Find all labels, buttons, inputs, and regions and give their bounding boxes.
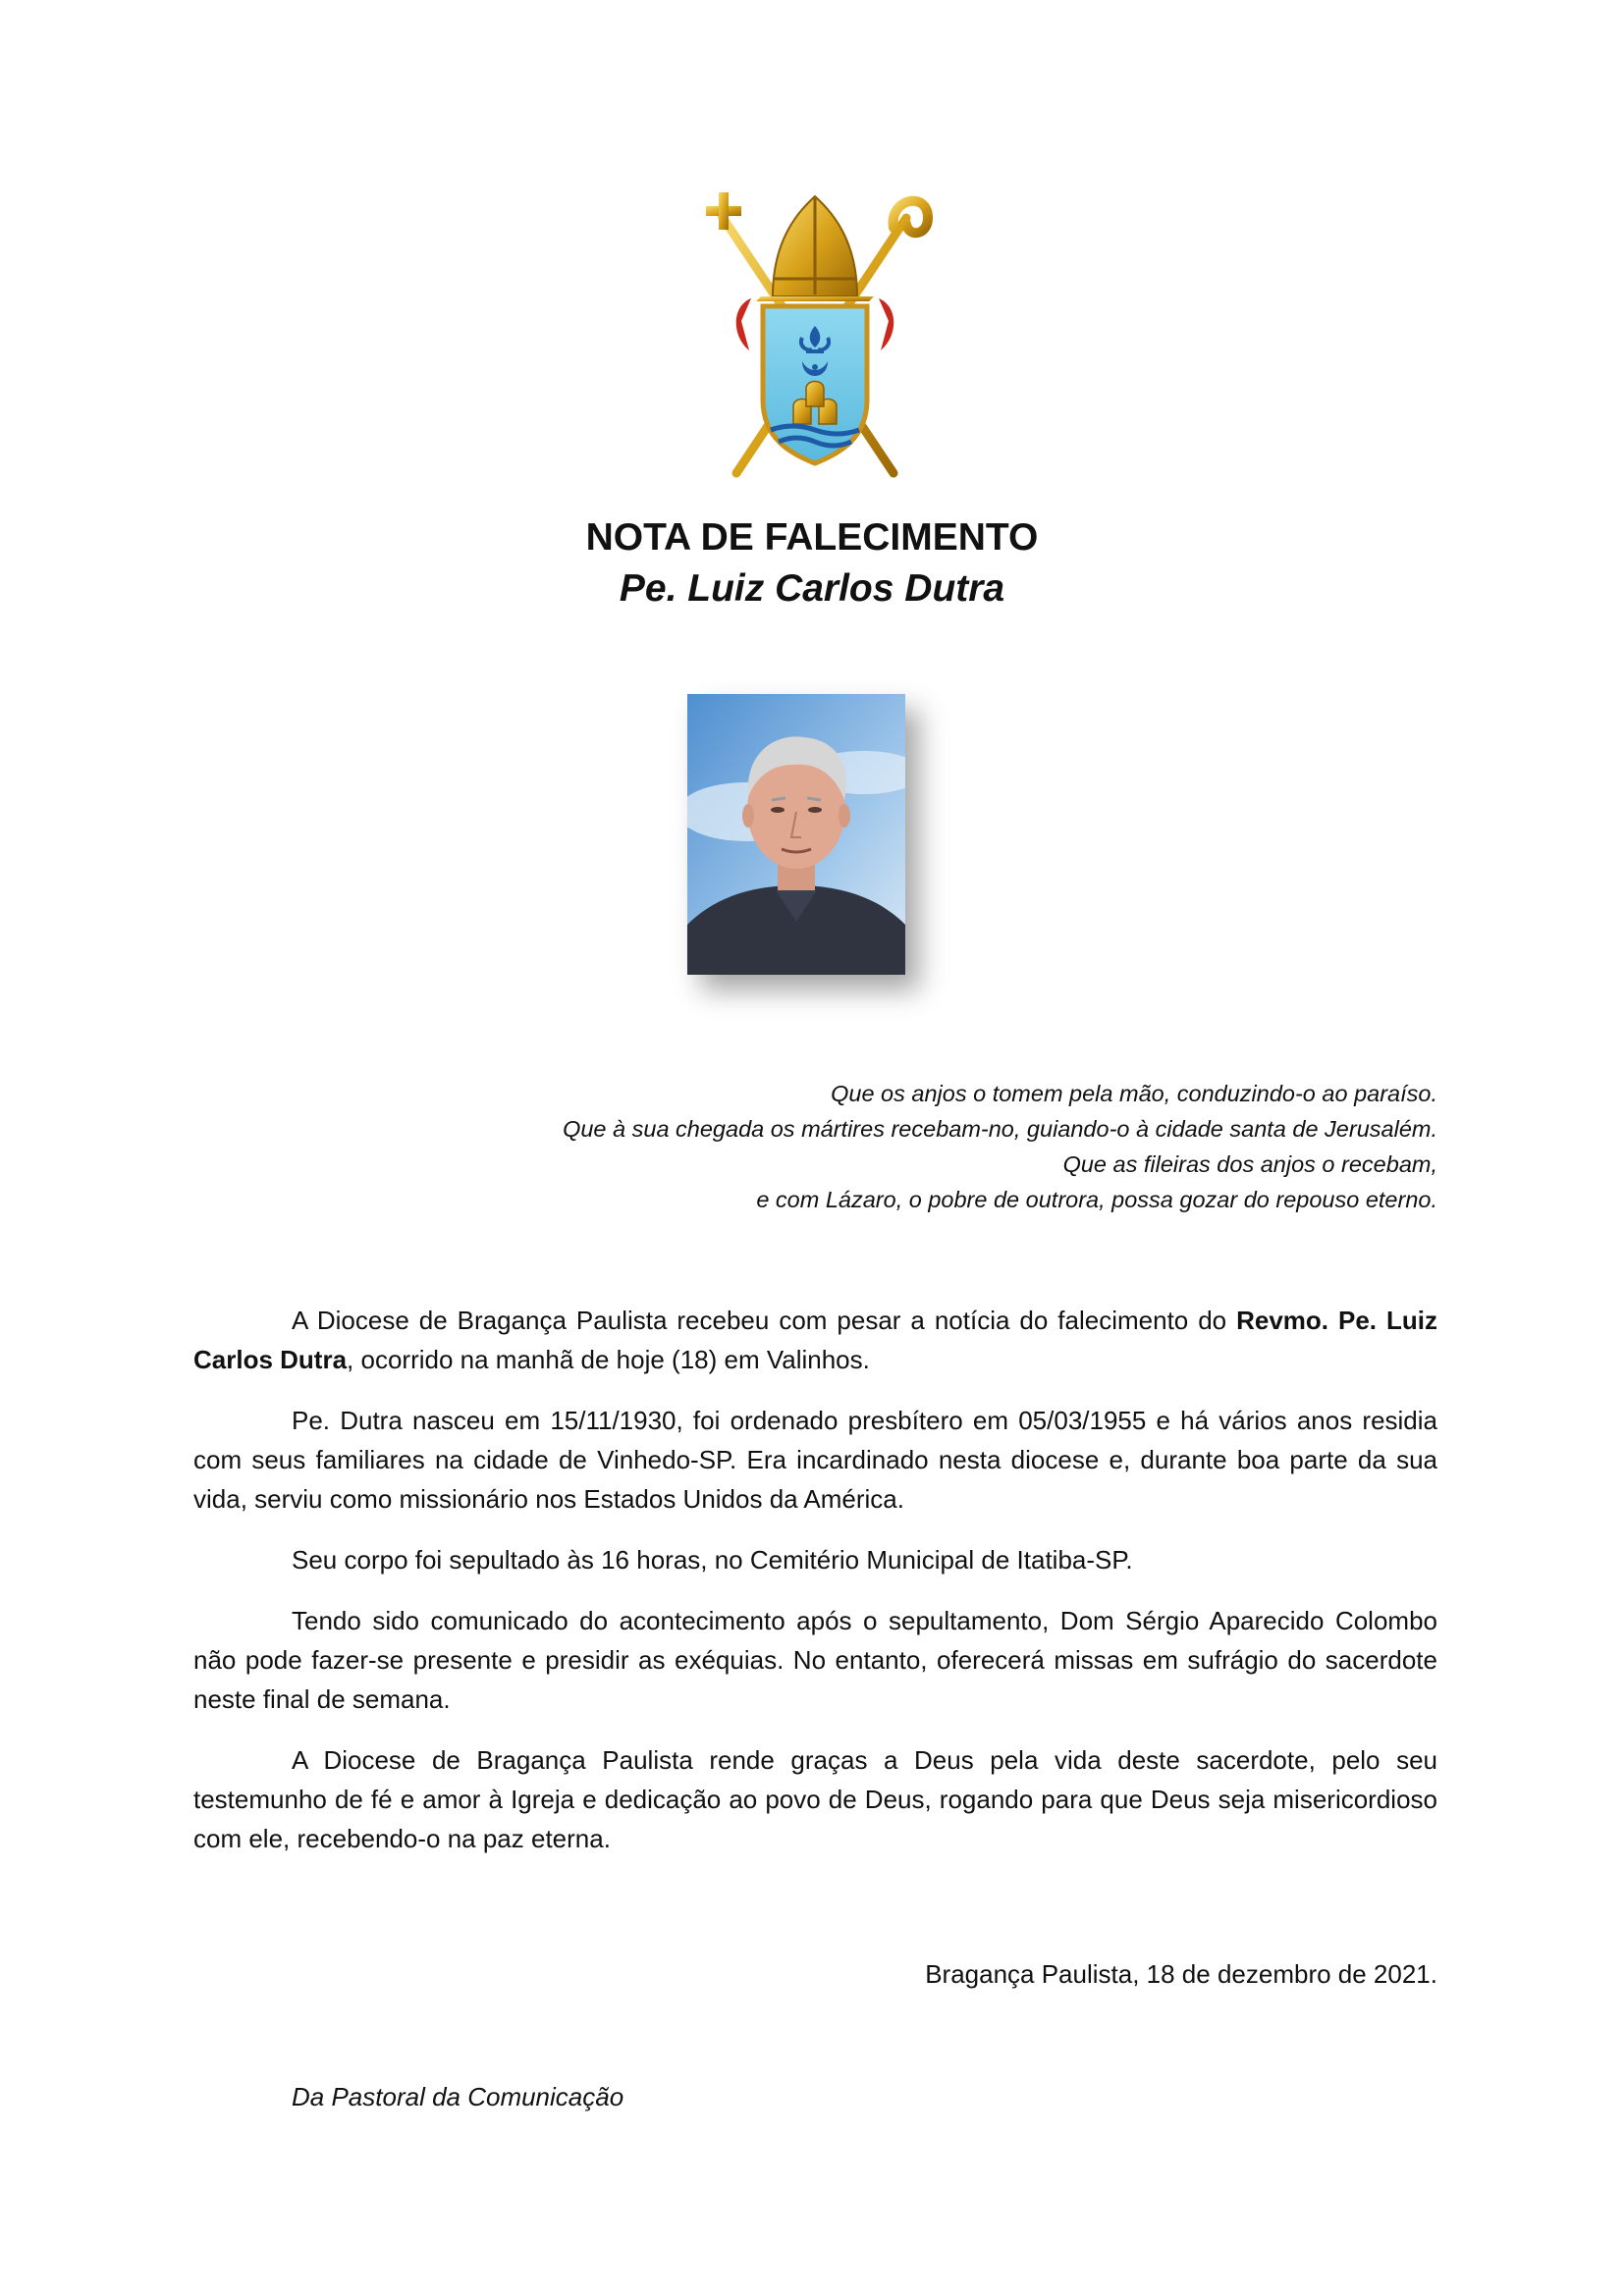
verse-line: e com Lázaro, o pobre de outrora, possa gozar do repouso eterno. — [756, 1187, 1437, 1212]
deceased-name: Pe. Luiz Carlos Dutra — [619, 567, 1005, 610]
notice-body — [193, 1301, 1437, 1880]
paragraph-thanksgiving: A Diocese de Bragança Paulista rende graças a Deus pela vida deste sacerdote, pelo seu testemunho de fé e amor à Igreja e dedicação ao povo de Deus, rogando para que Deus seja misericordioso com ele, recebendo-o na paz eterna. — [193, 1745, 1437, 1853]
diocese-coat-of-arms-icon — [692, 188, 938, 488]
paragraph-biography: Pe. Dutra nasceu em 15/11/1930, foi ordenado presbítero em 05/03/1955 e há vários anos residia com seus familiares na cidade de Vinhedo-SP. Era incardinado nesta diocese e, durante boa parte da sua vida, serviu como missionário nos Estados Unidos da América. — [193, 1406, 1437, 1514]
verse-line: Que os anjos o tomem pela mão, conduzindo-o ao paraíso. — [831, 1081, 1437, 1106]
notice-heading — [0, 512, 1624, 614]
notice-title: NOTA DE FALECIMENTO — [585, 516, 1039, 559]
priest-name-bold: Revmo. Pe. Luiz Carlos Dutra — [193, 1306, 1437, 1374]
paragraph-text: A Diocese de Bragança Paulista recebeu com pesar a notícia do falecimento do — [292, 1306, 1237, 1335]
paragraph-burial: Seu corpo foi sepultado às 16 horas, no Cemitério Municipal de Itatiba-SP. — [292, 1545, 1133, 1575]
prayer-verse — [563, 1076, 1437, 1217]
portrait-photo — [687, 694, 905, 975]
paragraph-text: , ocorrido na manhã de hoje (18) em Valinhos. — [347, 1345, 870, 1374]
paragraph-bishop: Tendo sido comunicado do acontecimento após o sepultamento, Dom Sérgio Aparecido Colombo não pode fazer-se presente e presidir as exéquias. No entanto, oferecerá missas em sufrágio do sacerdote neste final de semana. — [193, 1606, 1437, 1714]
verse-line: Que à sua chegada os mártires recebam-no, guiando-o à cidade santa de Jerusalém. — [563, 1116, 1437, 1142]
signoff: Da Pastoral da Comunicação — [292, 2082, 624, 2111]
dateline: Bragança Paulista, 18 de dezembro de 2021. — [925, 1959, 1437, 1989]
verse-line: Que as fileiras dos anjos o recebam, — [1062, 1151, 1437, 1177]
paragraph-announcement — [193, 1301, 1437, 1379]
